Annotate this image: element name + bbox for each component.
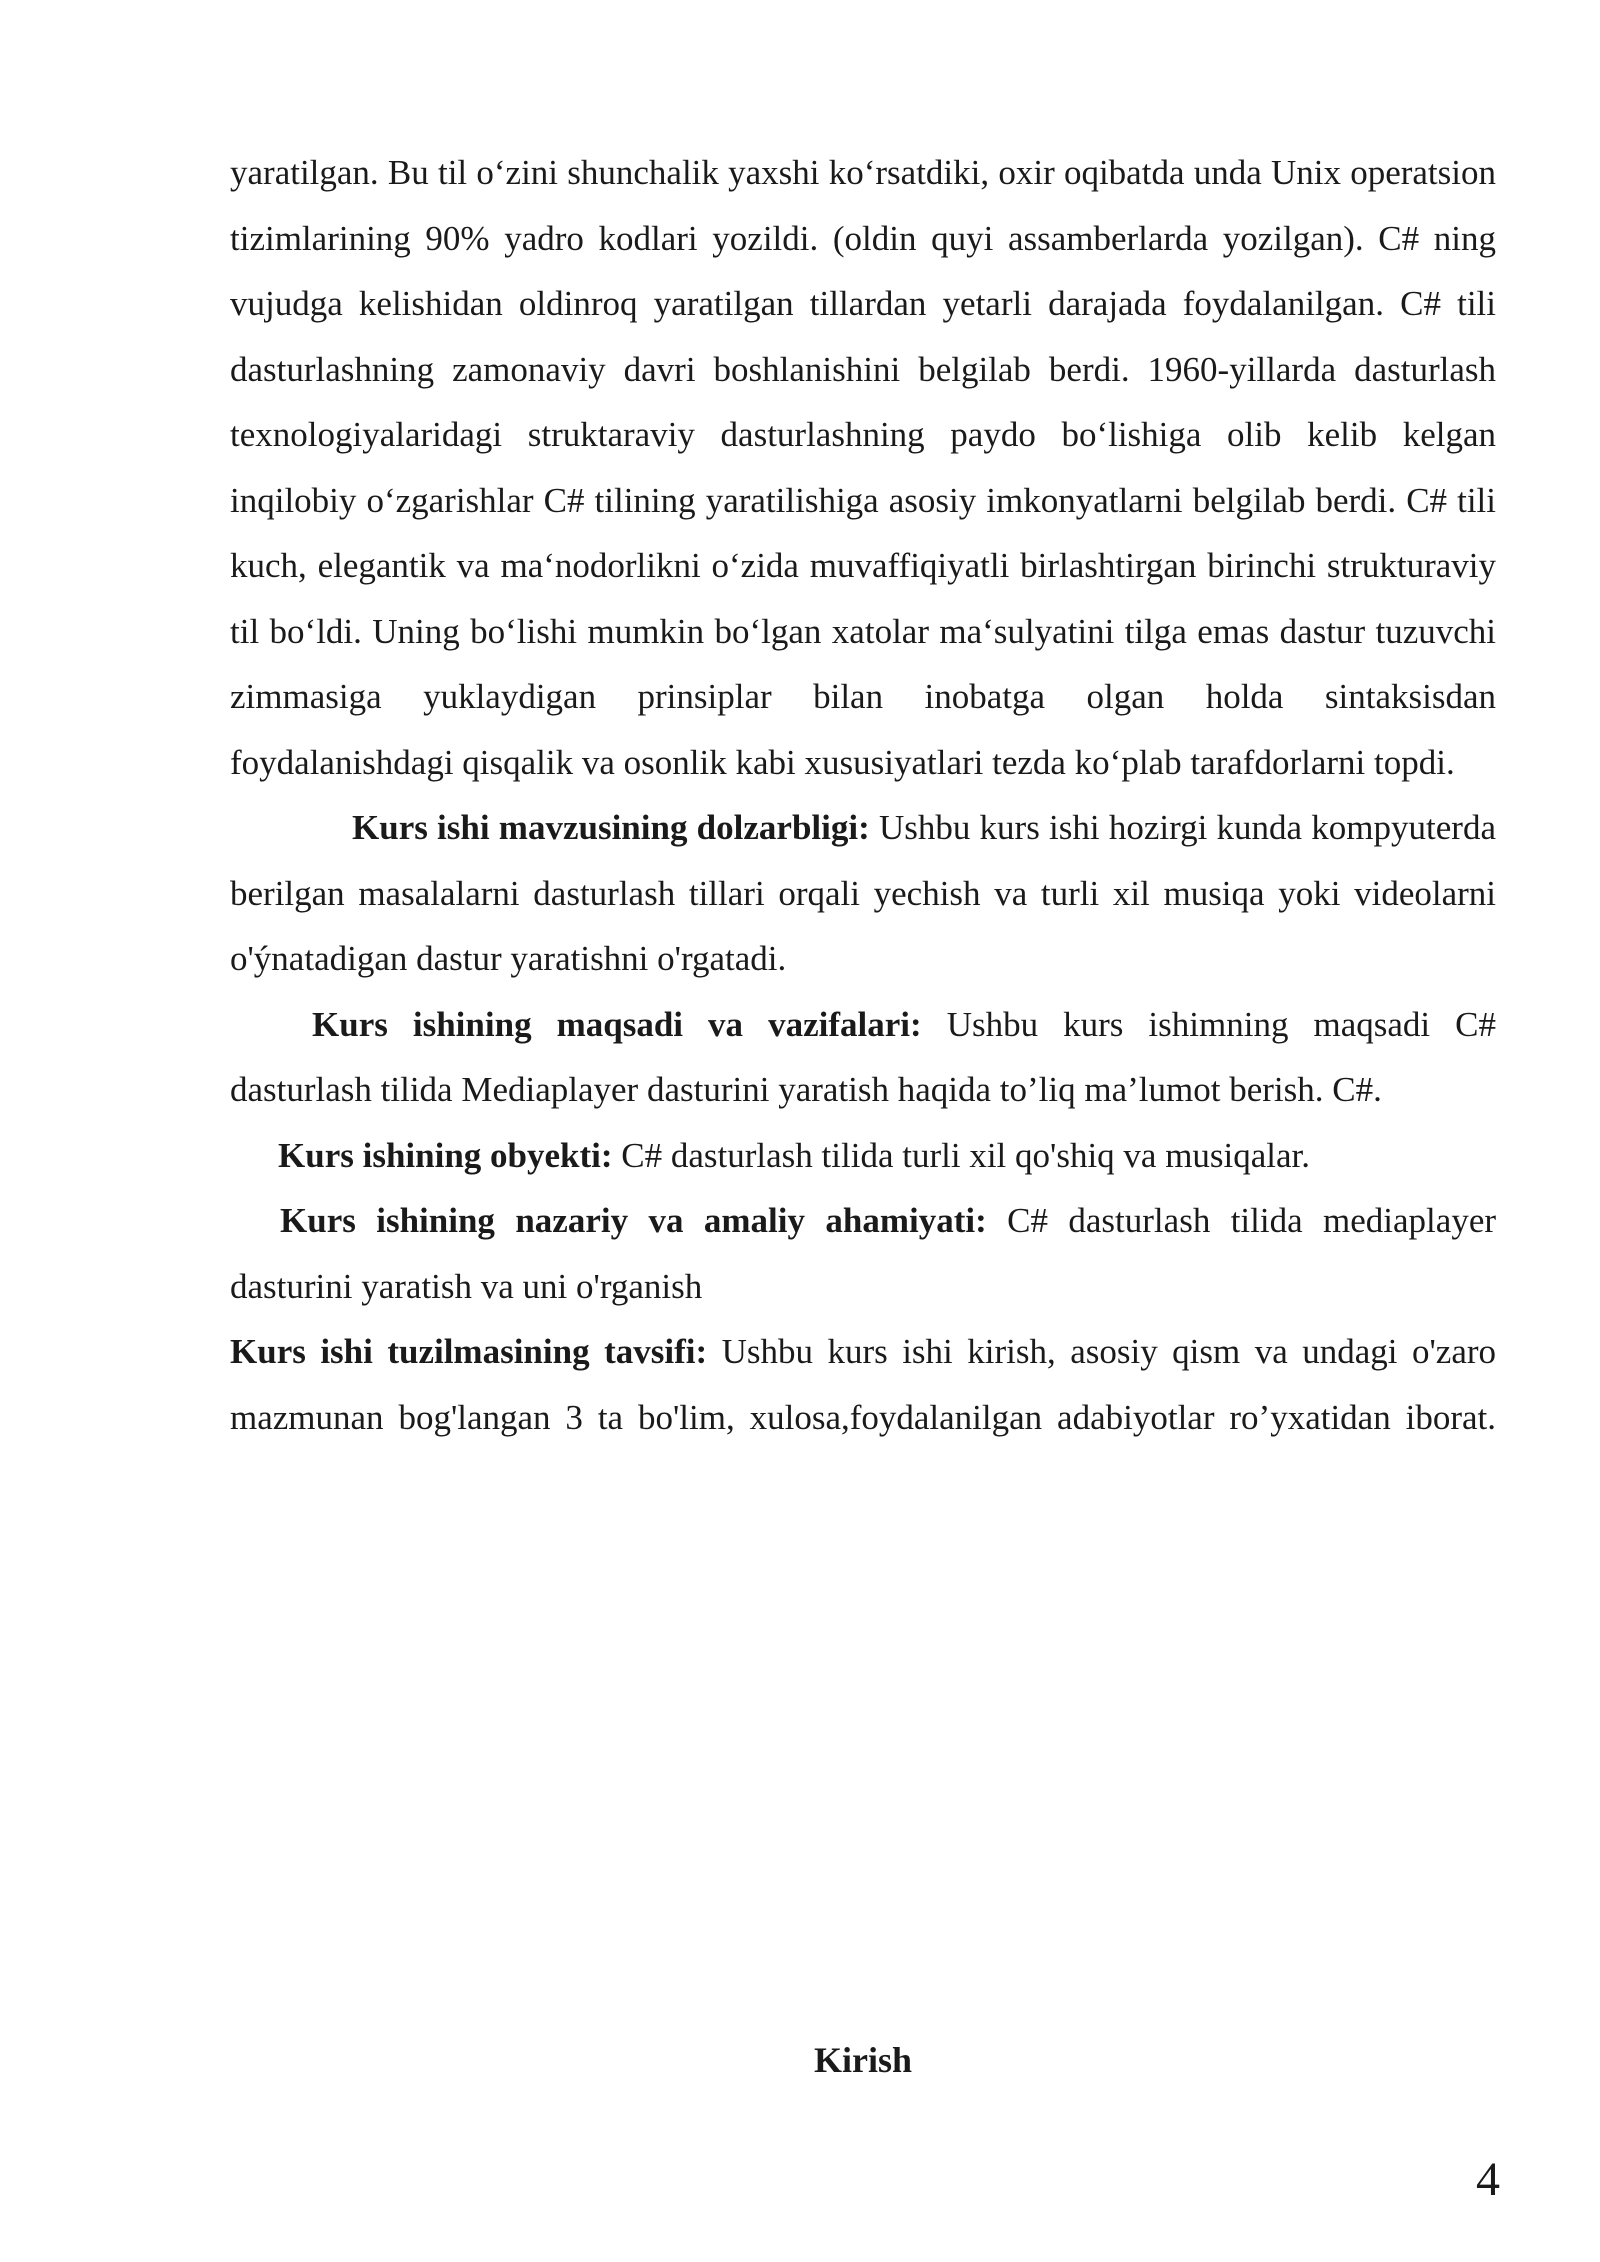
page-number: 4 xyxy=(1476,2153,1500,2206)
significance-label: Kurs ishining nazariy va amaliy ahamiyati: xyxy=(280,1201,987,1240)
significance-text: C# dasturlash tilida mediaplayer dasturini yaratish va uni o'rganish xyxy=(230,1201,1497,1306)
goals-text: Ushbu kurs ishimning maqsadi C# dasturlash tilida Mediaplayer dasturini yaratish haqida to’liq ma’lumot berish. C#. xyxy=(230,1004,1496,1109)
relevance-text: Ushbu kurs ishi hozirgi kunda kompyuterda berilgan masalalarni dasturlash tillari orqali yechish va turli xil musiqa yoki videolarni o'ýnatadigan dastur yaratishni o'rgatadi. xyxy=(230,808,1496,978)
object-label: Kurs ishining obyekti: xyxy=(278,1135,613,1175)
paragraph-structure xyxy=(230,1319,1496,1450)
paragraph-relevance xyxy=(230,795,1496,992)
paragraph-goals xyxy=(230,992,1496,1123)
goals-label: Kurs ishining maqsadi va vazifalari: xyxy=(312,1004,922,1044)
structure-label: Kurs ishi tuzilmasining tavsifi: xyxy=(230,1332,708,1371)
section-heading: Kirish xyxy=(813,2040,912,2080)
relevance-label: Kurs ishi mavzusining dolzarbligi: xyxy=(352,808,870,847)
object-text: C# dasturlash tilida turli xil qo'shiq va musiqalar. xyxy=(612,1135,1311,1175)
document-body xyxy=(230,140,1496,1450)
paragraph-significance xyxy=(230,1188,1496,1319)
structure-text: Ushbu kurs ishi kirish, asosiy qism va undagi o'zaro mazmunan bog'langan 3 ta bo'lim, xulosa,foydalanilgan adabiyotlar ro’yxatidan iborat. xyxy=(230,1332,1497,1437)
paragraph-intro: yaratilgan. Bu til o‘zini shunchalik yaxshi ko‘rsatdiki, oxir oqibatda unda Unix operatsion tizimlarining 90% yadro kodlari yozildi. (oldin quyi assamberlarda yozilgan). C# ning vujudga kelishidan oldinroq yaratilgan tillardan yetarli darajada foydalanilgan. C# tili dasturlashning zamonaviy davri boshlanishini belgilab berdi. 1960-yillarda dasturlash texnologiyalaridagi struktaraviy dasturlashning paydo bo‘lishiga olib kelib kelgan inqilobiy o‘zgarishlar C# tilining yaratilishiga asosiy imkonyatlarni belgilab berdi. C# tili kuch, elegantik va ma‘nodorlikni o‘zida muvaffiqiyatli birlashtirgan birinchi strukturaviy til bo‘ldi. Uning bo‘lishi mumkin bo‘lgan xatolar ma‘sulyatini tilga emas dastur tuzuvchi zimmasiga yuklaydigan prinsiplar bilan inobatga olgan holda sintaksisdan foydalanishdagi qisqalik va osonlik kabi xususiyatlari tezda ko‘plab tarafdorlarni topdi. xyxy=(230,153,1496,782)
paragraph-object xyxy=(230,1123,1496,1189)
